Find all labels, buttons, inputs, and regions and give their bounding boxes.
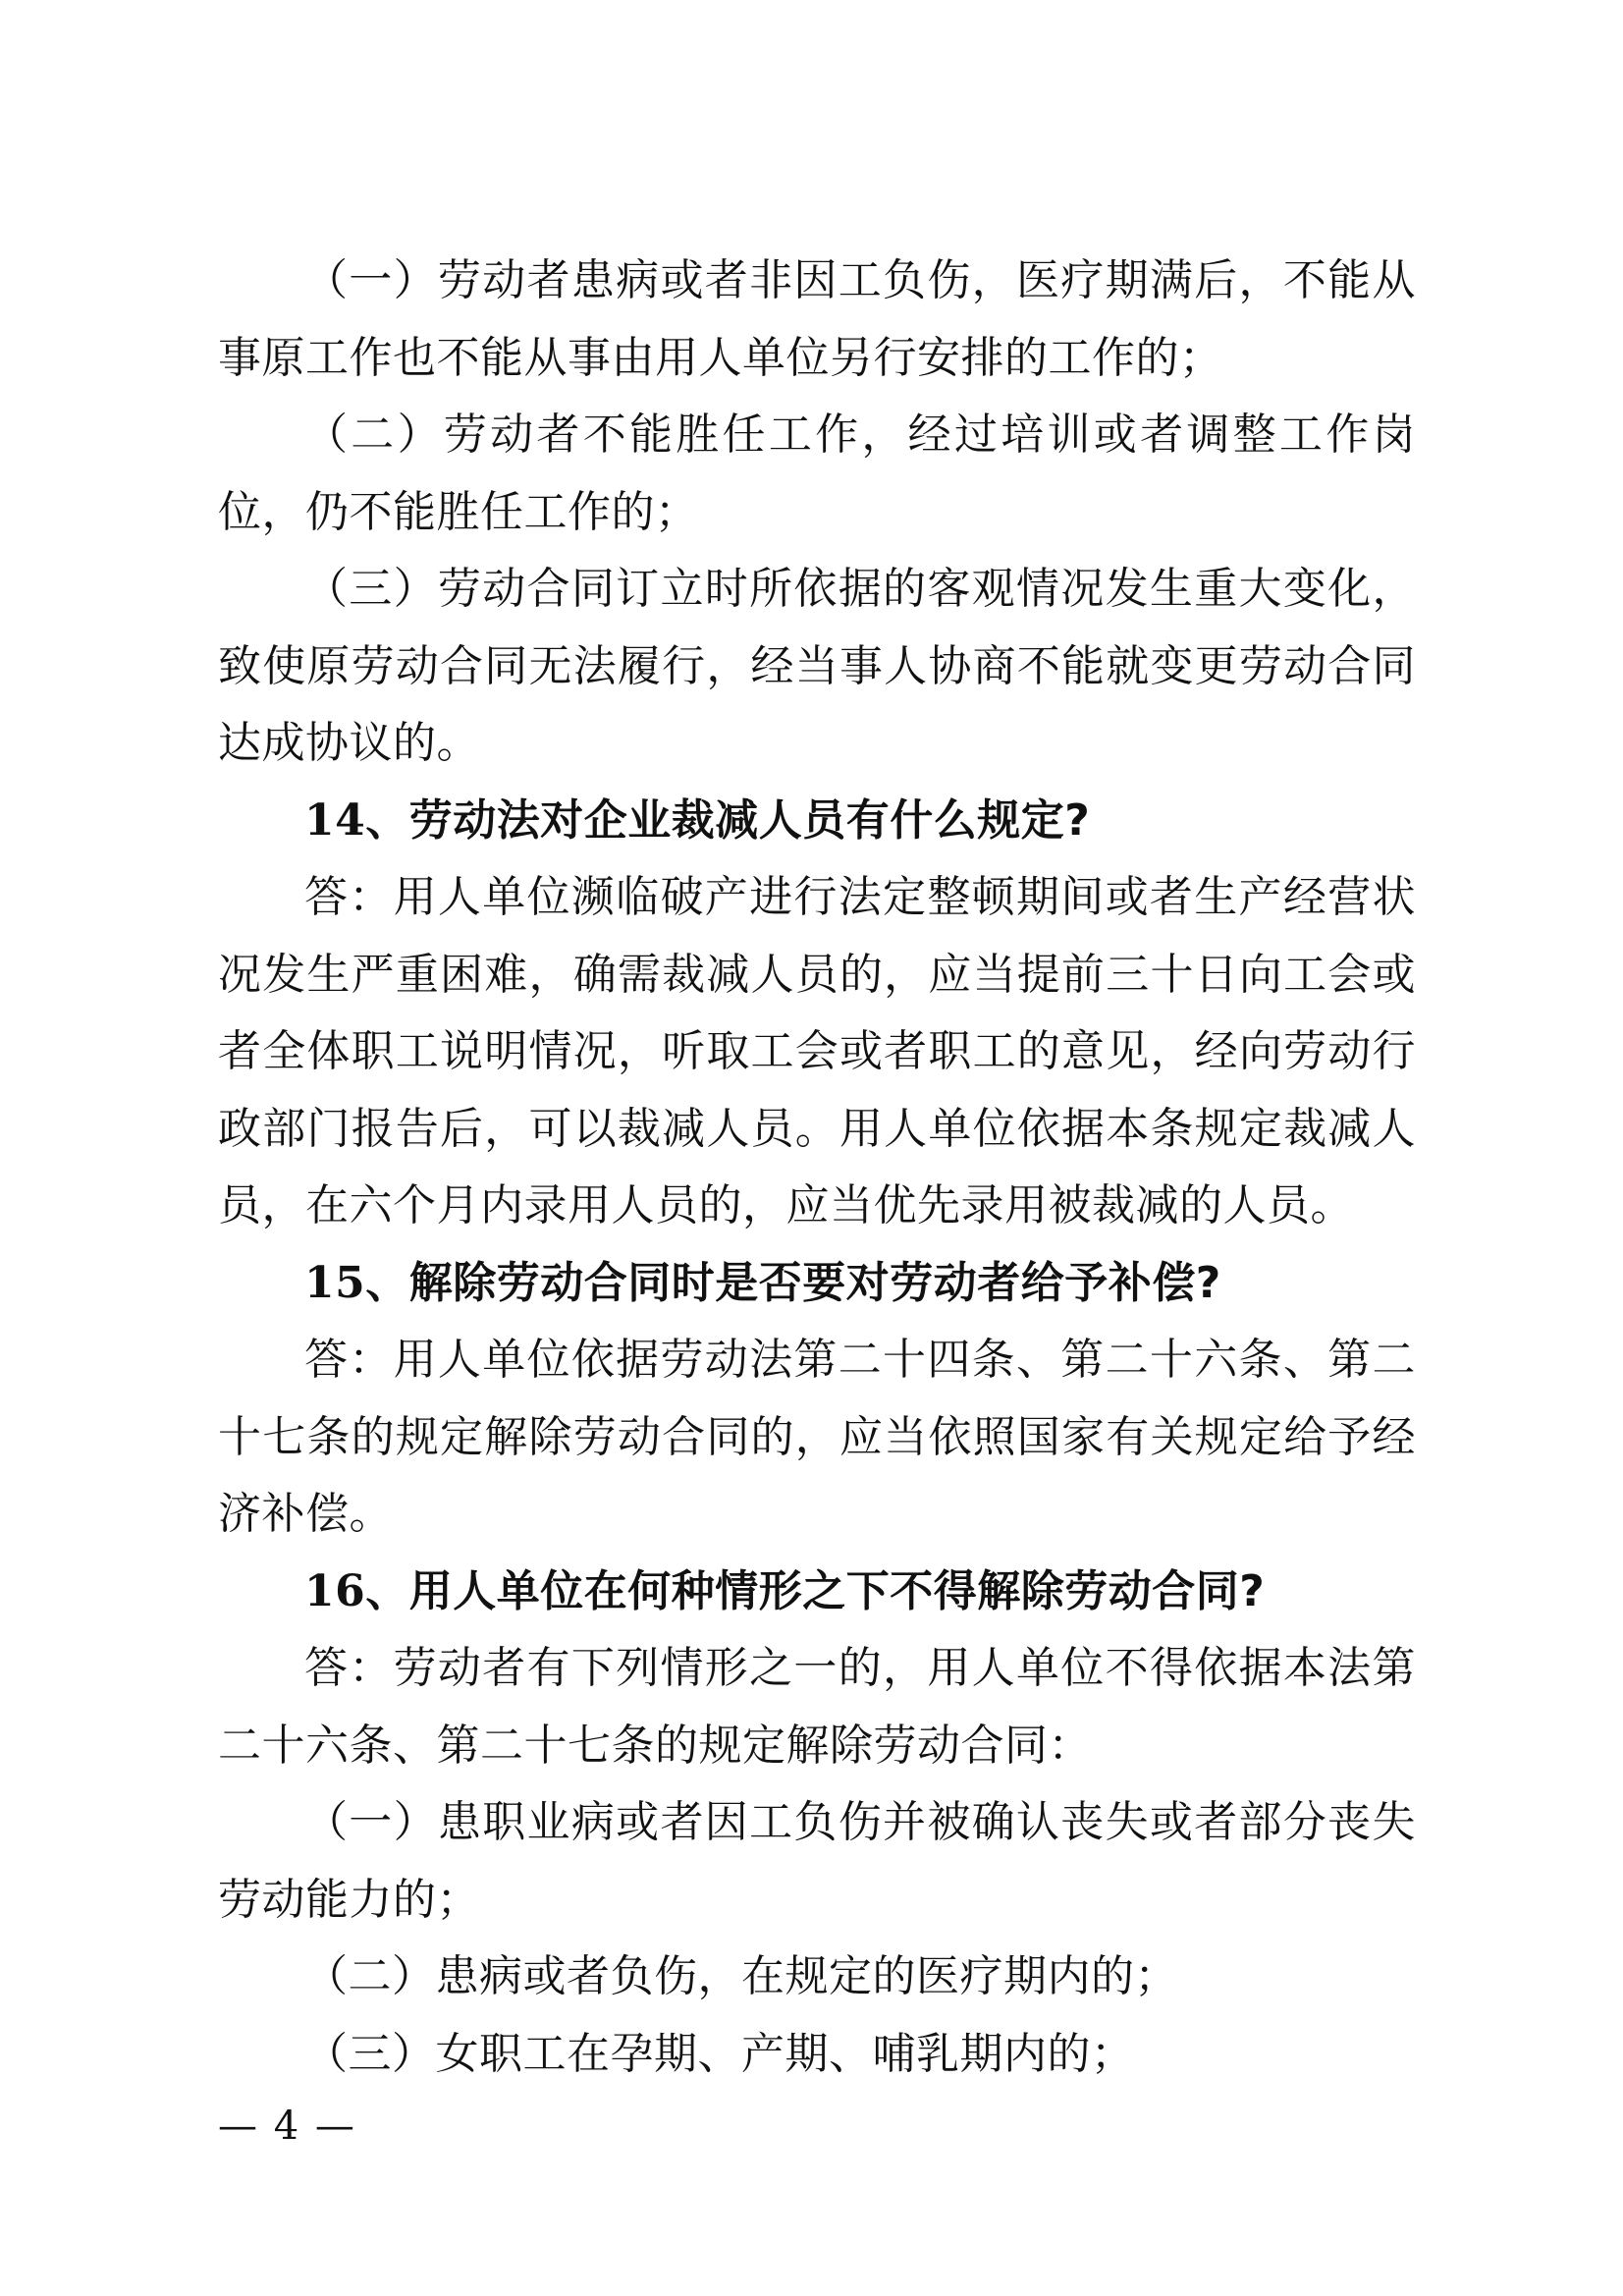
document-body	[218, 243, 1416, 2093]
list-item-paragraph: （二）劳动者不能胜任工作，经过培训或者调整工作岗位，仍不能胜任工作的；	[218, 410, 1416, 537]
question-heading	[218, 1554, 1416, 1631]
question-number: 15	[304, 1257, 366, 1308]
list-item-paragraph: （三）劳动合同订立时所依据的客观情况发生重大变化，致使原劳动合同无法履行，经当事人协商不能就变更劳动合同达成协议的。	[218, 564, 1416, 768]
list-item-paragraph: （二）患病或者负伤，在规定的医疗期内的；	[304, 1951, 1178, 2001]
answer-paragraph: 答：劳动者有下列情形之一的，用人单位不得依据本法第二十六条、第二十七条的规定解除劳动合同：	[218, 1643, 1416, 1771]
question-number: 14	[304, 794, 366, 846]
answer-paragraph: 答：用人单位依据劳动法第二十四条、第二十六条、第二十七条的规定解除劳动合同的，应当依照国家有关规定给予经济补偿。	[218, 1335, 1416, 1539]
question-heading	[218, 1245, 1416, 1323]
list-item-paragraph: （一）劳动者患病或者非因工负伤，医疗期满后，不能从事原工作也不能从事由用人单位另行安排的工作的；	[218, 255, 1416, 383]
question-number: 16	[304, 1565, 366, 1616]
question-heading	[218, 783, 1416, 860]
question-text: 、解除劳动合同时是否要对劳动者给予补偿?	[365, 1257, 1221, 1308]
list-item-paragraph: （一）患职业病或者因工负伤并被确认丧失或者部分丧失劳动能力的；	[218, 1797, 1416, 1925]
question-text: 、用人单位在何种情形之下不得解除劳动合同?	[365, 1565, 1266, 1616]
page-number: — 4 —	[218, 2104, 356, 2149]
answer-paragraph: 答：用人单位濒临破产进行法定整顿期间或者生产经营状况发生严重困难，确需裁减人员的，应当提前三十日向工会或者全体职工说明情况，听取工会或者职工的意见，经向劳动行政部门报告后，可以裁减人员。用人单位依据本条规定裁减人员，在六个月内录用人员的，应当优先录用被裁减的人员。	[218, 872, 1416, 1230]
list-item-paragraph: （三）女职工在孕期、产期、哺乳期内的；	[304, 2028, 1135, 2079]
question-text: 、劳动法对企业裁减人员有什么规定?	[365, 794, 1091, 846]
